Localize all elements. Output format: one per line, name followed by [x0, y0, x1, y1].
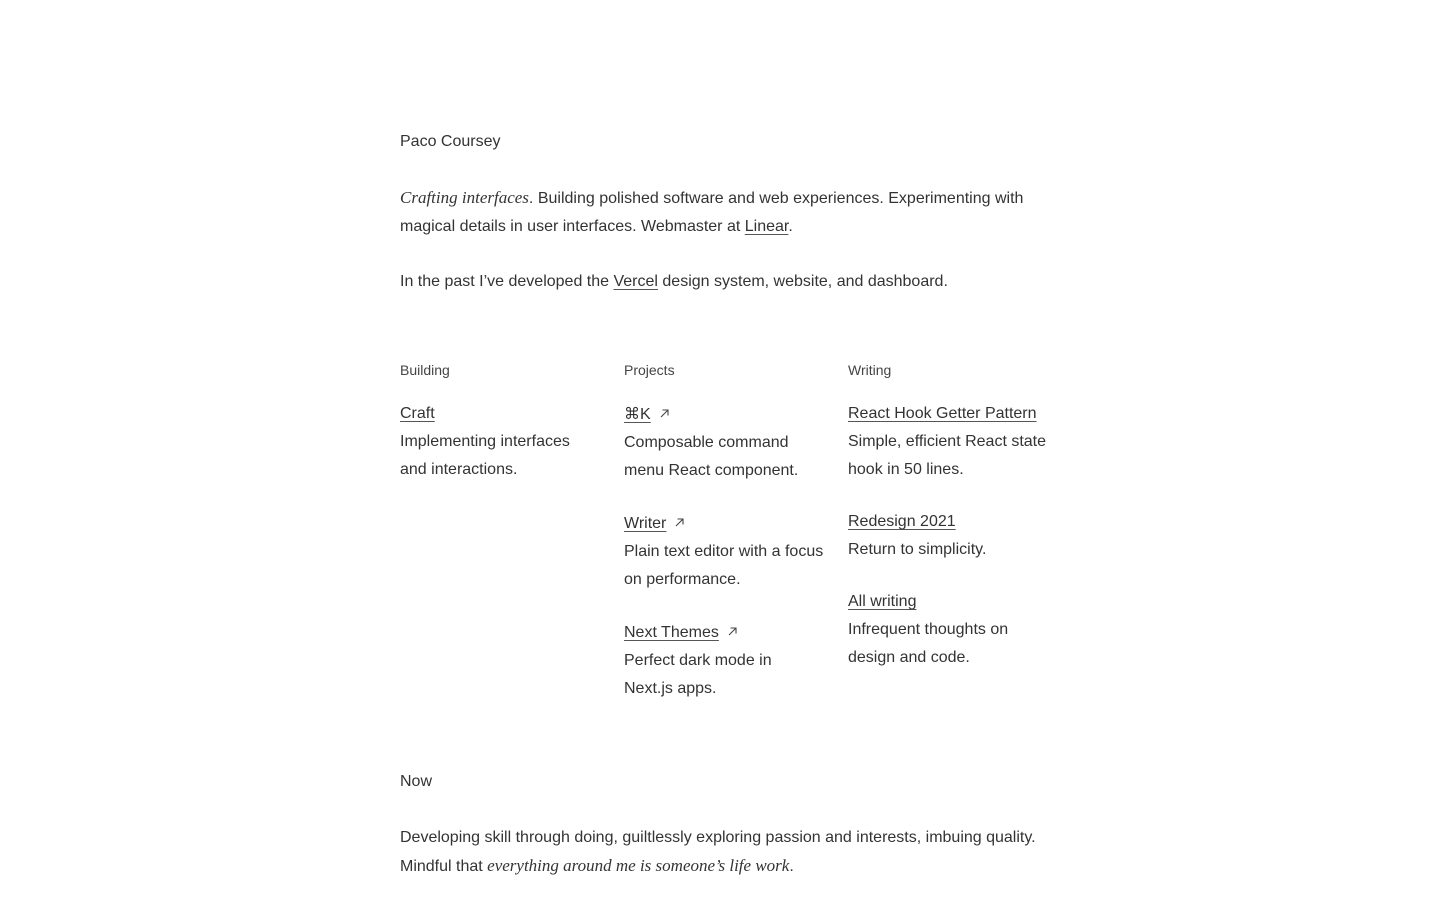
- building-section: [400, 358, 600, 508]
- now-text: Developing skill through doing, guiltlessly exploring passion and interests, imbuing quality. Mindful that: [400, 829, 1036, 875]
- now-heading: Now: [400, 773, 433, 790]
- cmdk-description: Composable command menu React component.: [624, 434, 799, 479]
- project-item: [624, 618, 824, 703]
- cmdk-link[interactable]: ⌘K: [624, 406, 651, 423]
- projects-section: [624, 358, 824, 727]
- intro-period: .: [788, 218, 793, 235]
- arrow-up-right-icon: [659, 400, 670, 428]
- redesign-2021-description: Return to simplicity.: [848, 541, 987, 558]
- intro-text: . Building polished software and web experiences. Experimenting with magical details in user interfaces. Webmaster at: [400, 190, 1024, 235]
- writing-section: [848, 358, 1048, 696]
- now-paragraph: [400, 824, 1050, 881]
- building-heading: Building: [400, 362, 450, 378]
- next-themes-description: Perfect dark mode in Next.js apps.: [624, 652, 772, 697]
- writing-item: [848, 588, 1048, 672]
- linear-link[interactable]: Linear: [744, 218, 789, 235]
- site-owner-name: Paco Coursey: [400, 133, 501, 150]
- writing-item: [848, 508, 1048, 564]
- craft-link[interactable]: Craft: [400, 405, 435, 422]
- react-hook-getter-link[interactable]: React Hook Getter Pattern: [848, 405, 1037, 422]
- now-period: .: [789, 858, 794, 875]
- projects-heading: Projects: [624, 362, 675, 378]
- past-text-before: In the past I’ve developed the: [400, 273, 614, 290]
- all-writing-link[interactable]: All writing: [848, 593, 917, 610]
- past-paragraph: [400, 268, 1040, 296]
- writing-item: [848, 400, 1048, 484]
- arrow-up-right-icon: [674, 509, 685, 537]
- writer-link[interactable]: Writer: [624, 515, 667, 532]
- craft-description: Implementing interfaces and interactions.: [400, 433, 570, 478]
- writer-description: Plain text editor with a focus on performance.: [624, 543, 824, 588]
- project-item: [624, 400, 824, 485]
- now-italic-text: everything around me is someone’s life work: [487, 856, 790, 875]
- intro-paragraph: [400, 184, 1040, 241]
- past-text-after: design system, website, and dashboard.: [657, 273, 948, 290]
- react-hook-getter-description: Simple, efficient React state hook in 50 lines.: [848, 433, 1047, 478]
- intro-italic-text: Crafting interfaces: [400, 188, 529, 207]
- arrow-up-right-icon: [727, 618, 738, 646]
- redesign-2021-link[interactable]: Redesign 2021: [848, 513, 956, 530]
- all-writing-description: Infrequent thoughts on design and code.: [848, 621, 1009, 666]
- project-item: [624, 509, 824, 594]
- building-item: [400, 400, 600, 484]
- next-themes-link[interactable]: Next Themes: [624, 624, 719, 641]
- vercel-link[interactable]: Vercel: [613, 273, 658, 290]
- writing-heading: Writing: [848, 362, 892, 378]
